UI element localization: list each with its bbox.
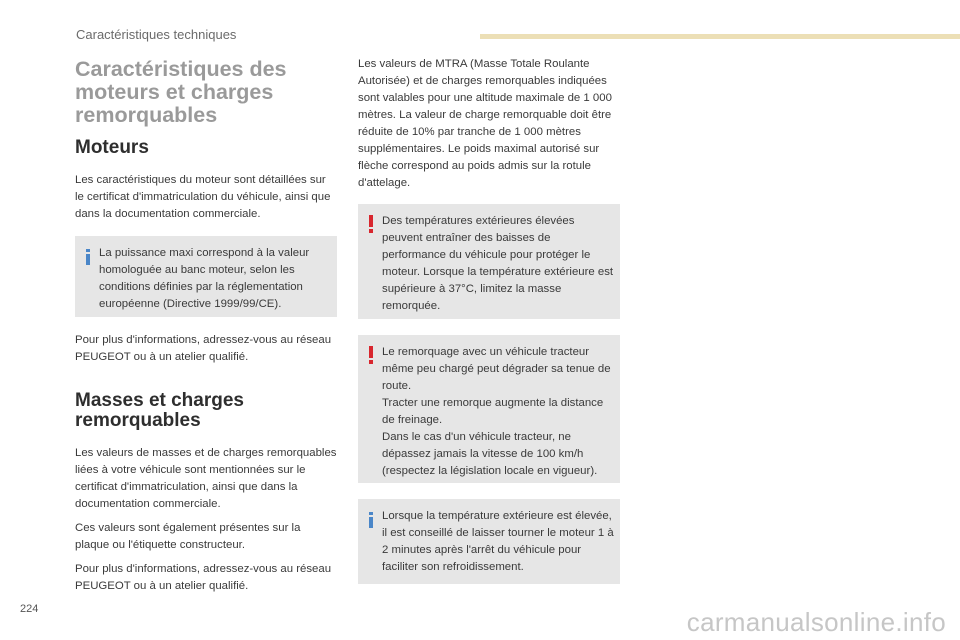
- warning-box-remorquage: [358, 335, 620, 483]
- warning-icon: [368, 215, 374, 233]
- page-number: 224: [20, 603, 39, 615]
- page-title-line-3: remorquables: [75, 103, 218, 127]
- info-box-puissance: [75, 236, 337, 317]
- page-title-line-2: moteurs et charges: [75, 80, 274, 104]
- warning-box-remorquage-line-2: Tracter une remorque augmente la distance de freinage.: [382, 397, 604, 426]
- paragraph-mtra: Les valeurs de MTRA (Masse Totale Roulante Autorisée) et de charges remorquables indiquées sont valables pour une altitude maximale de 1 000 mètres. La valeur de charge remorquable doit être réduite de 10% par tranche de 1 000 mètres supplémentaires. Le poids maximal autorisé sur flèche correspond au poids admis sur la rotule d'attelage.: [358, 58, 612, 189]
- header-rule: [480, 34, 960, 39]
- paragraph-masses-plaque: Ces valeurs sont également présentes sur la plaque ou l'étiquette constructeur.: [75, 522, 301, 551]
- info-icon: [85, 249, 91, 265]
- section-title-masses-line-2: remorquables: [75, 410, 201, 431]
- paragraph-masses-contact: Pour plus d'informations, adressez-vous au réseau PEUGEOT ou à un atelier qualifié.: [75, 563, 332, 592]
- warning-box-temperatures-text: Des températures extérieures élevées peuvent entraîner des baisses de performance du véhicule pour protéger le moteur. Lorsque la température extérieure est supérieure à 37°C, limitez la masse remorquée.: [382, 215, 614, 312]
- info-box-puissance-text: La puissance maxi correspond à la valeur homologuée au banc moteur, selon les conditions définies par la réglementation européenne (Directive 1999/99/CE).: [99, 247, 310, 310]
- paragraph-moteurs-contact: Pour plus d'informations, adressez-vous au réseau PEUGEOT ou à un atelier qualifié.: [75, 334, 332, 363]
- info-icon: [368, 512, 374, 528]
- section-title-moteurs: Moteurs: [75, 137, 149, 158]
- info-box-refroidissement-text: Lorsque la température extérieure est élevée, il est conseillé de laisser tourner le moteur 1 à 2 minutes après l'arrêt du véhicule pour faciliter son refroidissement.: [382, 510, 614, 573]
- warning-icon: [368, 346, 374, 364]
- section-title-masses: [75, 391, 337, 431]
- paragraph-masses-intro: Les valeurs de masses et de charges remorquables liées à votre véhicule sont mentionnées sur le certificat d'immatriculation, ainsi que dans la documentation commerciale.: [75, 447, 337, 510]
- section-title-masses-line-1: Masses et charges: [75, 390, 244, 411]
- info-box-refroidissement: [358, 499, 620, 584]
- page-title-line-1: Caractéristiques des: [75, 57, 287, 81]
- warning-box-remorquage-line-3: Dans le cas d'un véhicule tracteur, ne dépassez jamais la vitesse de 100 km/h (respectez la législation locale en vigueur).: [382, 431, 598, 477]
- right-column: [358, 56, 620, 584]
- warning-box-remorquage-line-1: Le remorquage avec un véhicule tracteur même peu chargé peut dégrader sa tenue de route.: [382, 346, 611, 392]
- warning-box-temperatures: [358, 204, 620, 319]
- page-title: [75, 58, 337, 127]
- watermark: carmanualsonline.info: [686, 607, 946, 637]
- left-column: [75, 58, 337, 595]
- running-header: Caractéristiques techniques: [76, 27, 237, 42]
- paragraph-moteurs-intro: Les caractéristiques du moteur sont détaillées sur le certificat d'immatriculation du véhicule, ainsi que dans la documentation commerciale.: [75, 174, 331, 220]
